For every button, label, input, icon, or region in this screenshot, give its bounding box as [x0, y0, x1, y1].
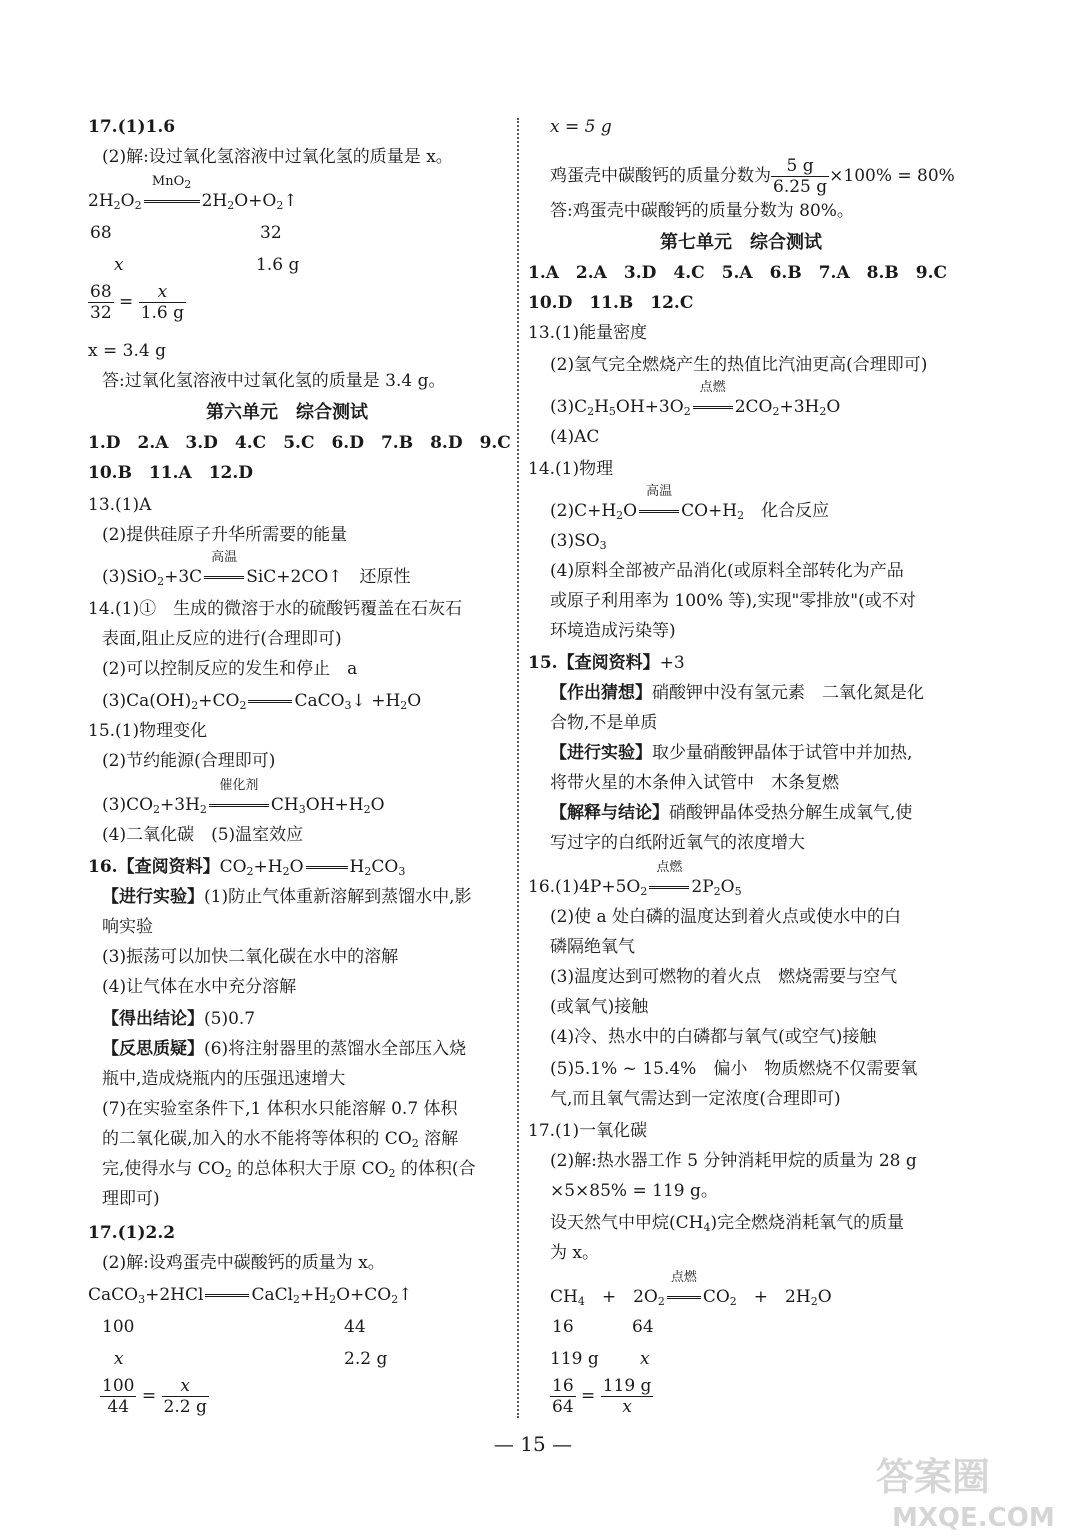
- var-x-4: x: [640, 1349, 650, 1369]
- result-3.4g: x = 3.4 g: [88, 341, 166, 361]
- u7-q14-4: (4)原料全部被产品消化(或原料全部转化为产品: [550, 561, 904, 581]
- equation-h2o2: $2H_2O_2$ MnO$_2$ $2H_2O+O_2↑$: [88, 174, 298, 212]
- watermark-text-en: MXQE.COM: [892, 1503, 1055, 1533]
- u6-q16-7b: 的二氧化碳,加入的水不能将等体积的 $CO_2$ 溶解: [102, 1129, 459, 1150]
- equation-caco3: CaCO$_3$+2HCl $CaCl_2+H_2O+CO_2↑$: [88, 1285, 413, 1306]
- mass-2.2g: 2.2 g: [344, 1349, 388, 1369]
- u6-q16-1: 16.【查阅资料】$CO_2+H_2O$ $H_2CO_3$: [88, 857, 406, 878]
- u6-q16-6: 【反思质疑】(6)将注射器里的蒸馏水全部压入烧: [102, 1039, 467, 1059]
- page-number: — 15 —: [493, 1432, 573, 1456]
- u7-q17-1: 17.(1)一氧化碳: [528, 1121, 648, 1141]
- mass-16: 16: [552, 1317, 574, 1337]
- unit6-mc-row1: 1.D 2.A 3.D 4.C 5.C 6.D 7.B 8.D 9.C: [88, 433, 511, 453]
- u7-q16-5: (5)5.1% ~ 15.4% 偏小 物质燃烧不仅需要氧: [550, 1059, 918, 1079]
- watermark-text-cn: 答案圈: [876, 1455, 991, 1499]
- u6-q16-7c: 完,使得水与 $CO_2$ 的总体积大于原 $CO_2$ 的体积(合: [102, 1159, 476, 1180]
- u7-q15-2: 【作出猜想】硝酸钾中没有氢元素 二氧化氮是化: [550, 683, 924, 703]
- u6-q13-3: (3)SiO$_2$+3C 高温 SiC+2CO↑ 还原性: [102, 550, 411, 588]
- unit7-mc-row1: 1.A 2.A 3.D 4.C 5.A 6.B 7.A 8.B 9.C: [528, 263, 948, 283]
- u6-q16-2: 【进行实验】(1)防止气体重新溶解到蒸馏水中,影: [102, 887, 472, 907]
- u7-q14-4b: 或原子利用率为 100% 等),实现"零排放"(或不对: [550, 591, 916, 611]
- u7-q14-2: $(2)C+H_2O$ 高温 $CO+H_2$ 化合反应: [550, 484, 830, 522]
- u6-q14-2: (2)可以控制反应的发生和停止 a: [102, 659, 358, 679]
- u7-q14-3: $(3)SO_3$: [550, 531, 607, 552]
- proportion-4: $\frac{16}{64}$ = $\frac{119 g}{x}$: [552, 1376, 652, 1417]
- u7-q15-4b: 写过字的白纸附近氧气的浓度增大: [550, 833, 805, 853]
- u7-q14-4c: 环境造成污染等): [550, 621, 676, 641]
- u6-q15-2: (2)节约能源(合理即可): [102, 751, 276, 771]
- u7-q16-2: (2)使 a 处白磷的温度达到着火点或使水中的白: [550, 907, 902, 927]
- u6-q16-5: 【得出结论】(5)0.7: [102, 1009, 256, 1029]
- proportion-3: $\frac{100}{44}$ = $\frac{x}{2.2 g}$: [102, 1376, 207, 1417]
- u6-q16-6b: 瓶中,造成烧瓶内的压强迅速增大: [102, 1069, 346, 1089]
- u7-q16-4: (4)冷、热水中的白磷都与氧气(或空气)接触: [550, 1027, 877, 1047]
- u6-q14-3: $(3)Ca(OH)_2+CO_2$ CaCO$_3$↓ $+H_2O$: [102, 691, 422, 712]
- u6-q16-4: (4)让气体在水中充分溶解: [102, 977, 297, 997]
- u7-q17-3: 设天然气中甲烷$(CH_4)$完全燃烧消耗氧气的质量: [550, 1213, 905, 1234]
- u7-q16-3: (3)温度达到可燃物的着火点 燃烧需要与空气: [550, 967, 898, 987]
- unit7-mc-row2: 10.D 11.B 12.C: [528, 293, 694, 313]
- unit6-mc-row2: 10.B 11.A 12.D: [88, 463, 254, 483]
- u6-q15-3: $(3)CO_2+3H_2$ 催化剂 $CH_3OH+H_2O$: [102, 778, 385, 816]
- unit7-title: 第七单元 综合测试: [660, 232, 822, 253]
- u6-q14-1: 14.(1)① 生成的微溶于水的硫酸钙覆盖在石灰石: [88, 599, 463, 619]
- mass-1.6g: 1.6 g: [256, 255, 300, 275]
- mass-44: 44: [344, 1317, 366, 1337]
- u6-q15-1: 15.(1)物理变化: [88, 721, 208, 741]
- u7-q13-3: $(3)C_2H_5OH+3O_2$ 点燃 $2CO_2+3H_2O$: [550, 380, 841, 418]
- equation-ch4: $CH_4$ + $2O_2$ 点燃 $CO_2$ + $2H_2O$: [550, 1270, 832, 1308]
- mass-64: 64: [632, 1317, 654, 1337]
- result-5g: x = 5 g: [550, 117, 612, 137]
- mass-68: 68: [90, 223, 112, 243]
- u7-q13-4: (4)AC: [550, 427, 600, 447]
- q17-part1: 17.(1)1.6: [88, 117, 176, 137]
- u7-q16-2b: 磷隔绝氧气: [550, 937, 635, 957]
- u7-q16-5b: 气,而且氧气需达到一定浓度(合理即可): [550, 1089, 841, 1109]
- u7-q15-4: 【解释与结论】硝酸钾晶体受热分解生成氧气,使: [550, 803, 913, 823]
- answer-80: 答:鸡蛋壳中碳酸钙的质量分数为 80%。: [550, 201, 854, 221]
- u7-q16-3b: (或氧气)接触: [550, 997, 649, 1017]
- u7-q17-2: (2)解:热水器工作 5 分钟消耗甲烷的质量为 28 g: [550, 1151, 917, 1171]
- u6-q16-3: (3)振荡可以加快二氧化碳在水中的溶解: [102, 947, 399, 967]
- u7-q13-1: 13.(1)能量密度: [528, 323, 648, 343]
- u6-q13-2: (2)提供硅原子升华所需要的能量: [102, 525, 348, 545]
- u6-q13-1: 13.(1)A: [88, 495, 152, 515]
- proportion-1: $\frac{68}{32}$ = $\frac{x}{1.6 g}$: [90, 282, 185, 323]
- u7-q13-2: (2)氢气完全燃烧产生的热值比汽油更高(合理即可): [550, 355, 928, 375]
- u6-q16-7d: 理即可): [102, 1189, 160, 1209]
- u7-q15-1: 15.【查阅资料】+3: [528, 653, 685, 673]
- u6-q16-2b: 响实验: [102, 917, 153, 937]
- unit6-title: 第六单元 综合测试: [206, 402, 368, 423]
- u6-q14-1b: 表面,阻止反应的进行(合理即可): [102, 629, 342, 649]
- mass-fraction-line: 鸡蛋壳中碳酸钙的质量分数为 $\frac{5 g}{6.25 g}$ ×100% = 80%: [550, 156, 955, 197]
- var-x: x: [114, 255, 124, 275]
- u7-q15-3: 【进行实验】取少量硝酸钾晶体于试管中并加热,: [550, 743, 913, 763]
- u6-q16-7: (7)在实验室条件下,1 体积水只能溶解 0.7 体积: [102, 1099, 458, 1119]
- u7-q14-1: 14.(1)物理: [528, 459, 614, 479]
- u6-q15-4: (4)二氧化碳 (5)温室效应: [102, 825, 304, 845]
- u6-q17-2: (2)解:设鸡蛋壳中碳酸钙的质量为 x。: [102, 1253, 385, 1273]
- u6-q17-1: 17.(1)2.2: [88, 1223, 176, 1243]
- answer-1: 答:过氧化氢溶液中过氧化氢的质量是 3.4 g。: [102, 371, 446, 391]
- var-x-2: x: [114, 1349, 124, 1369]
- watermark-logo: [862, 1448, 1062, 1534]
- mass-119g: 119 g: [550, 1349, 599, 1369]
- column-divider: [517, 118, 519, 1418]
- u7-q15-3b: 将带火星的木条伸入试管中 木条复燃: [550, 773, 839, 793]
- u7-q16-1: $16.(1)4P+5O_2$ 点燃 $2P_2O_5$: [528, 860, 742, 898]
- mass-32: 32: [260, 223, 282, 243]
- mass-100: 100: [102, 1317, 135, 1337]
- u7-q17-2b: ×5×85% = 119 g。: [550, 1181, 718, 1201]
- u7-q15-2b: 合物,不是单质: [550, 713, 658, 733]
- u7-q17-3c: 为 x。: [550, 1243, 599, 1263]
- q17-part2: (2)解:设过氧化氢溶液中过氧化氢的质量是 x。: [102, 147, 453, 167]
